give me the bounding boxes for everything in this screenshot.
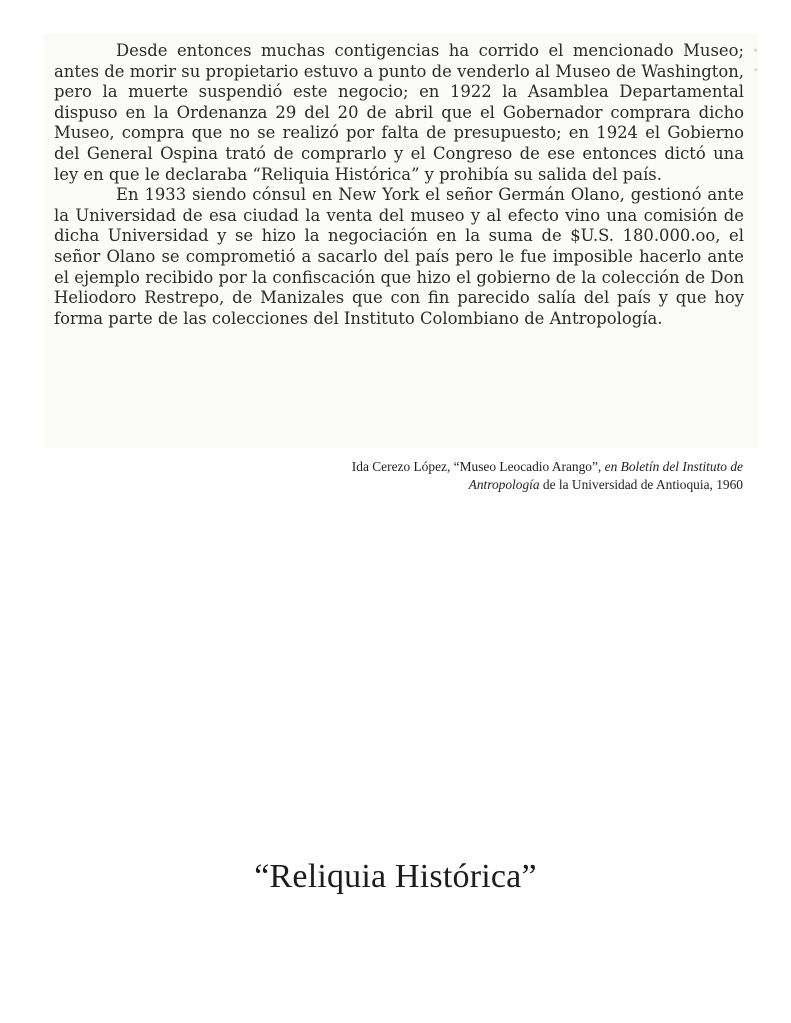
bleed-through-mark: •: [753, 62, 758, 77]
section-title: “Reliquia Histórica”: [254, 858, 537, 895]
excerpt-paragraph-1: Desde entonces muchas contigencias ha corrido el mencionado Museo; antes de morir su propietario estuvo a punto de venderlo al Museo de Washington, pero la muerte suspendió este negocio; en 1922 la Asamblea Departamental dispuso en la Ordenanza 29 del 20 de abril que el Gobernador comprara dicho Museo, compra que no se realizó por falta de presupuesto; en 1924 el Gobierno del General Ospina trató de comprarlo y el Congreso de ese entonces dictó una ley en que le declaraba “Reliquia Histórica” y prohibía su salida del país.: [54, 41, 744, 184]
source-citation: [300, 458, 743, 494]
citation-connector: en: [604, 459, 618, 474]
bleed-through-mark: •: [753, 44, 758, 59]
scanned-excerpt: [44, 34, 758, 448]
excerpt-body: [54, 41, 744, 329]
citation-journal: Boletín del Instituto de Antropología: [468, 459, 743, 492]
citation-author-article: Ida Cerezo López, “Museo Leocadio Arango”,: [351, 459, 602, 474]
excerpt-paragraph-2: En 1933 siendo cónsul en New York el señor Germán Olano, gestionó ante la Universidad de esa ciudad la venta del museo y al efecto vino una comisión de dicha Universidad y se hizo la negociación en la suma de $U.S. 180.000.oo, el señor Olano se comprometió a sacarlo del país pero le fue imposible hacerlo ante el ejemplo recibido por la confiscación que hizo el gobierno de la colección de Don Heliodoro Restrepo, de Manizales que con fin parecido salía del país y que hoy forma parte de las colecciones del Instituto Colombiano de Antropología.: [54, 185, 744, 328]
citation-publisher-year: de la Universidad de Antioquia, 1960: [542, 477, 743, 492]
